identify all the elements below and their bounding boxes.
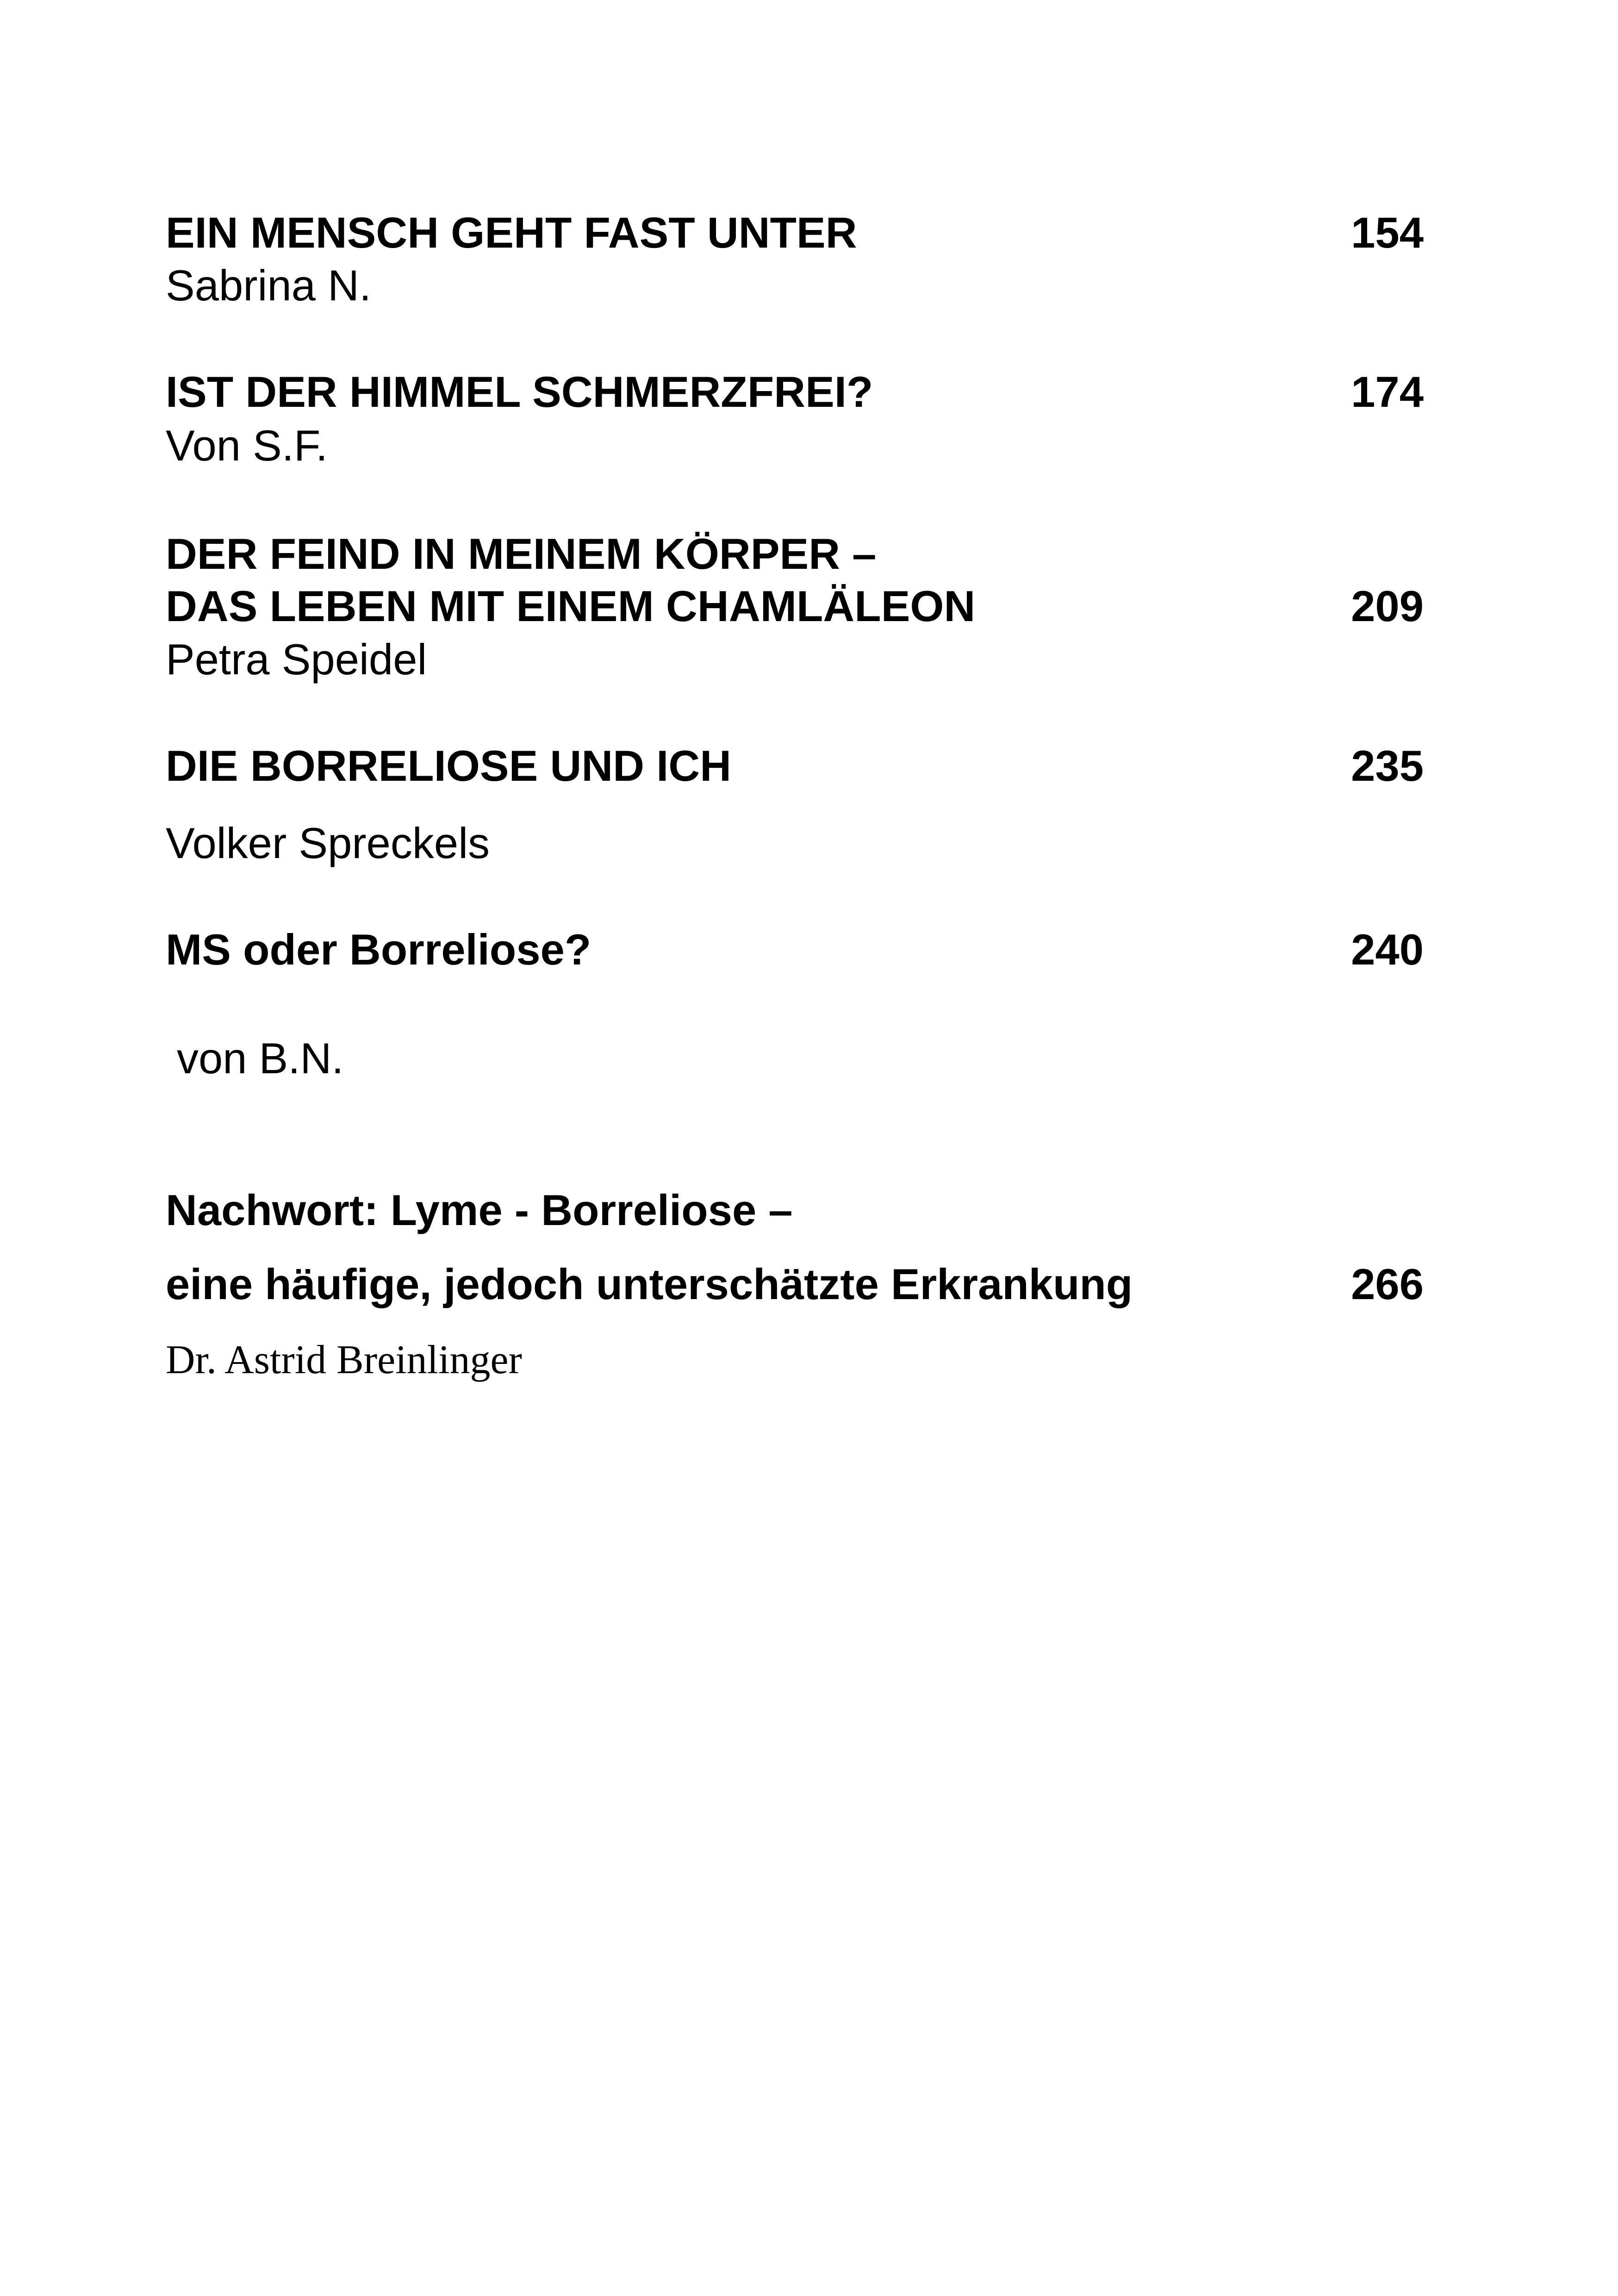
- toc-entry-author: Sabrina N.: [166, 261, 372, 310]
- toc-entry-title: IST DER HIMMEL SCHMERZFREI?: [166, 367, 873, 416]
- toc-entry-title-continued: eine häufige, jedoch unterschätzte Erkrankung: [166, 1260, 1133, 1308]
- toc-entry-author: Petra Speidel: [166, 635, 427, 684]
- toc-page-number: 174: [1351, 367, 1424, 416]
- toc-entry-title: DER FEIND IN MEINEM KÖRPER –: [166, 529, 877, 578]
- toc-entry-author: Dr. Astrid Breinlinger: [166, 1338, 522, 1382]
- toc-entry-author: Volker Spreckels: [166, 819, 490, 867]
- toc-entry-title: DIE BORRELIOSE UND ICH: [166, 741, 732, 790]
- toc-entry-title: MS oder Borreliose?: [166, 925, 591, 974]
- toc-page-number: 266: [1351, 1260, 1424, 1308]
- toc-entry-author: von B.N.: [177, 1034, 344, 1083]
- toc-page-number: 209: [1351, 582, 1424, 630]
- toc-entry-title: Nachwort: Lyme - Borreliose –: [166, 1186, 793, 1234]
- toc-entry-title: EIN MENSCH GEHT FAST UNTER: [166, 208, 857, 257]
- toc-entry-title-continued: DAS LEBEN MIT EINEM CHAMLÄLEON: [166, 582, 976, 630]
- toc-page-number: 240: [1351, 925, 1424, 974]
- toc-page-number: 235: [1351, 741, 1424, 790]
- toc-page-number: 154: [1351, 208, 1424, 257]
- toc-entry-author: Von S.F.: [166, 421, 328, 470]
